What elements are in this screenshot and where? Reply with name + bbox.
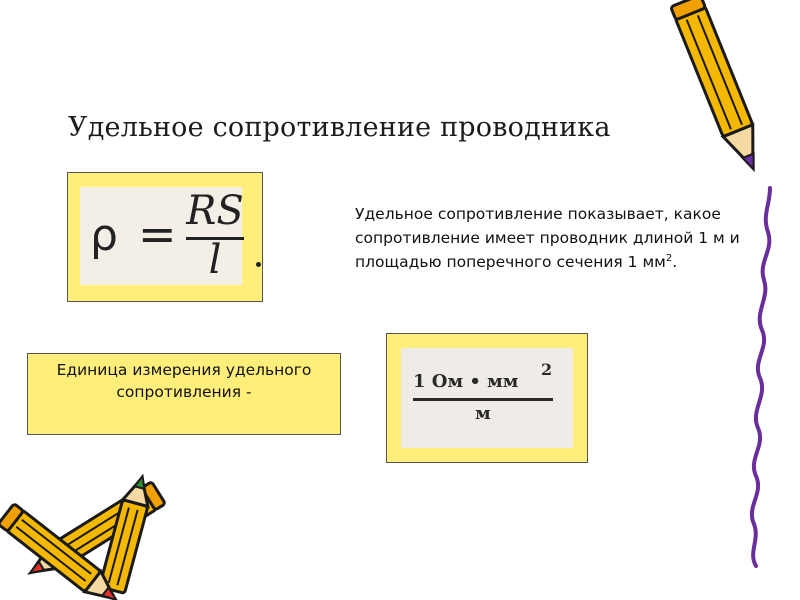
unit-formula-denominator: м xyxy=(475,403,491,424)
unit-formula-fraction-bar xyxy=(413,398,553,401)
unit-label-text: Единица измерения удельного сопротивления - xyxy=(56,361,312,401)
formula-equals: = xyxy=(138,207,177,261)
unit-formula-exponent: 2 xyxy=(541,360,553,379)
page-title: Удельное сопротивление проводника xyxy=(68,112,611,143)
unit-formula-box xyxy=(386,333,588,463)
formula-lhs: ρ xyxy=(90,210,118,261)
formula-numerator: RS xyxy=(186,188,244,234)
formula-image xyxy=(80,187,242,285)
formula-box xyxy=(67,172,263,302)
unit-label-box xyxy=(27,353,341,435)
formula-denominator: l xyxy=(208,237,222,283)
unit-formula-numerator: 1 Ом • мм xyxy=(413,371,519,392)
definition-body: Удельное сопротивление показывает, какое сопротивление имеет проводник длиной 1 м и площадью поперечного сечения 1 мм xyxy=(355,205,740,271)
crossed-pencils-icon xyxy=(0,473,165,600)
pencil-icon xyxy=(671,0,769,176)
formula-trailing-dot xyxy=(256,262,261,267)
unit-formula-image xyxy=(401,348,573,448)
definition-superscript: 2 xyxy=(665,252,673,264)
definition-suffix: . xyxy=(672,253,678,271)
definition-text xyxy=(355,202,745,274)
squiggle-decoration xyxy=(752,188,770,566)
